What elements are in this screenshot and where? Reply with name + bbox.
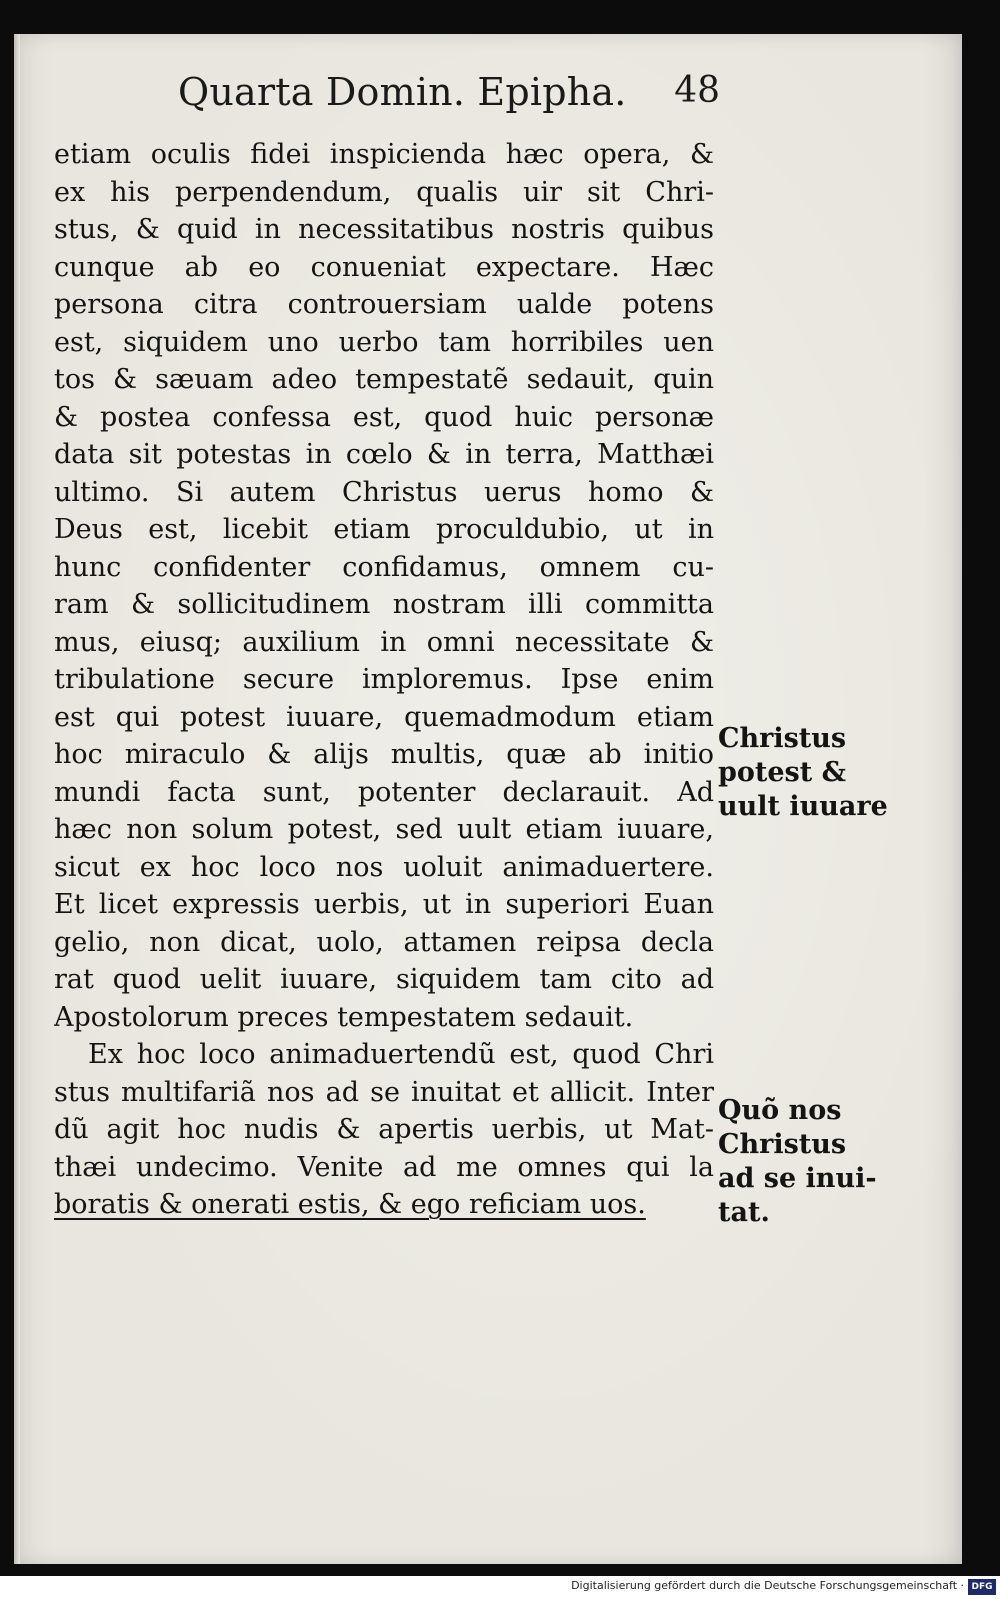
text-line: rat quod uelit iuuare, siquidem tam cito ad — [54, 964, 714, 995]
margin-note-line: Christus — [718, 723, 847, 754]
text-line: etiam oculis fidei inspicienda hæc opera, & — [54, 139, 714, 170]
running-title: Quarta Domin. Epipha. — [178, 70, 627, 114]
text-line: gelio, non dicat, uolo, attamen reipsa decla — [54, 926, 714, 958]
text-line: est, siquidem uno uerbo tam horribiles uen — [54, 326, 714, 358]
text-line: tribulatione secure imploremus. Ipse enim — [54, 664, 714, 695]
text-line: Apostolorum preces tempestatem sedauit. — [54, 1001, 634, 1033]
text-line: dũ agit hoc nudis & apertis uerbis, ut Mat- — [54, 1114, 714, 1145]
digitization-credit: Digitalisierung gefördert durch die Deutsche Forschungsgemeinschaft · — [571, 1579, 964, 1592]
text-line: tos & sæuam adeo tempestatẽ sedauit, quin — [54, 364, 714, 395]
text-line: est qui potest iuuare, quemadmodum etiam — [54, 701, 714, 733]
text-line: mundi facta sunt, potenter declarauit. Ad — [54, 776, 714, 808]
text-line: ram & sollicitudinem nostram illi committa — [54, 589, 714, 620]
text-line: mus, eiusq; auxilium in omni necessitate & — [54, 626, 714, 658]
margin-note-quo-nos — [718, 1094, 877, 1230]
text-line: ex his perpendendum, qualis uir sit Chri- — [54, 176, 714, 208]
text-line: stus, & quid in necessitatibus nostris quibus — [54, 214, 714, 245]
text-line: stus multifariã nos ad se inuitat et allicit. Inter — [54, 1076, 714, 1108]
margin-note-line: Quõ nos — [718, 1095, 842, 1126]
text-line: hoc miraculo & alijs multis, quæ ab initio — [54, 739, 714, 770]
dfg-logo-icon: DFG — [968, 1579, 996, 1595]
text-line: & postea confessa est, quod huic personæ — [54, 401, 714, 433]
margin-note-line: Christus — [718, 1129, 847, 1160]
running-head — [160, 70, 720, 130]
text-line: cunque ab eo conueniat expectare. Hæc — [54, 251, 714, 283]
text-line: ultimo. Si autem Christus uerus homo & — [54, 476, 714, 508]
text-line: Et licet expressis uerbis, ut in superiori Euan — [54, 889, 714, 920]
main-text-block — [54, 136, 714, 1224]
text-line: sicut ex hoc loco nos uoluit animaduertere. — [54, 851, 714, 883]
margin-note-line: uult iuuare — [718, 791, 888, 822]
text-line: hæc non solum potest, sed uult etiam iuuare, — [54, 814, 714, 845]
margin-note-line: tat. — [718, 1197, 770, 1228]
text-line: hunc confidenter confidamus, omnem cu- — [54, 551, 714, 583]
text-line: persona citra controuersiam ualde potens — [54, 289, 714, 320]
paragraph-start-line: Ex hoc loco animaduertendũ est, quod Chri — [88, 1039, 714, 1070]
margin-note-line: ad se inui- — [718, 1163, 877, 1194]
margin-note-line: potest & — [718, 757, 846, 788]
page-edge-shadow — [14, 34, 20, 1564]
margin-note-christus-potest — [718, 722, 888, 824]
text-line: thæi undecimo. Venite ad me omnes qui la — [54, 1151, 714, 1183]
page-number: 48 — [674, 70, 720, 111]
footer-bar — [0, 1576, 1000, 1599]
text-line: data sit potestas in cœlo & in terra, Matthæi — [54, 439, 714, 470]
underlined-quote-line: boratis & onerati estis, & ego reficiam uos. — [54, 1189, 646, 1220]
text-line: Deus est, licebit etiam proculdubio, ut in — [54, 514, 714, 545]
